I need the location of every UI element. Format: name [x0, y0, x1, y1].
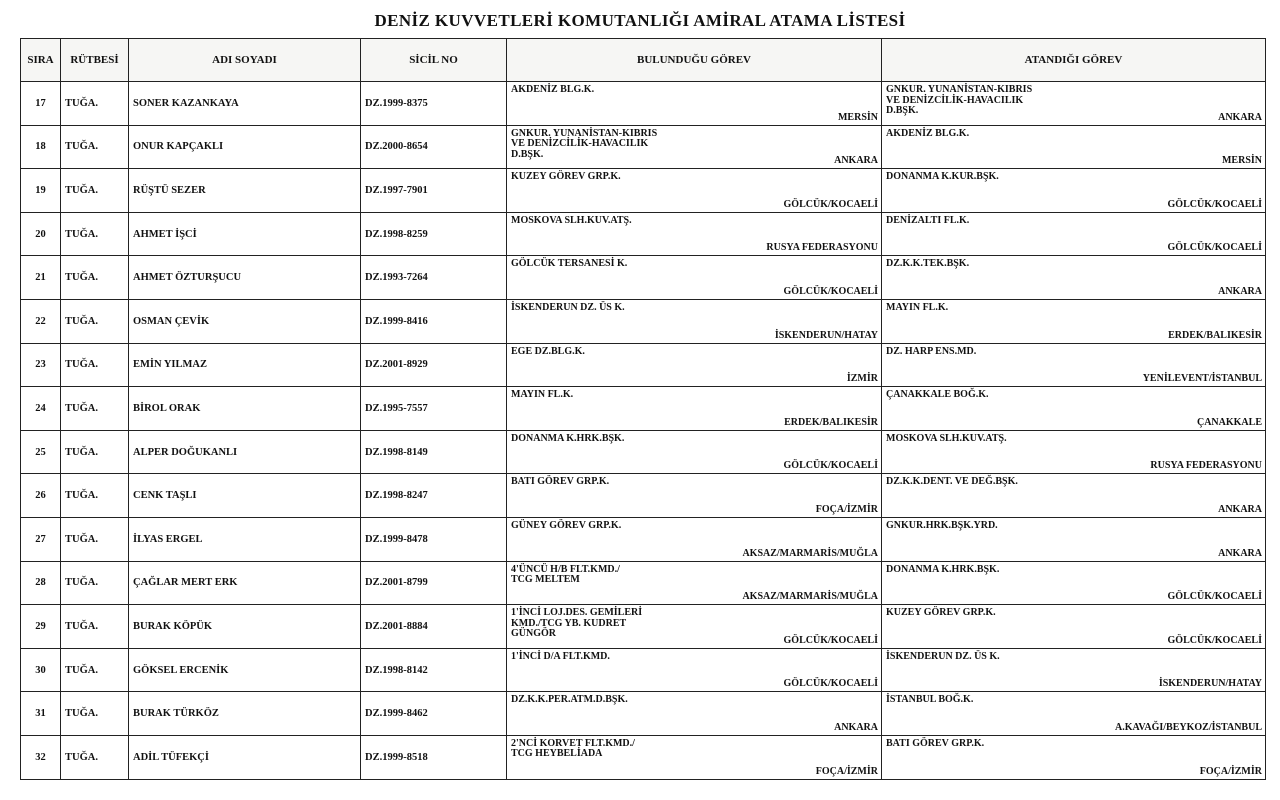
cell-adi-soyadi: BİROL ORAK [129, 387, 361, 431]
header-adi-soyadi: ADI SOYADI [129, 39, 361, 82]
table-row [21, 692, 1266, 736]
bulundugu-gorev-name: 1'İNCİ LOJ.DES. GEMİLERİ KMD./TCG YB. KUDRET GÜNGÖR [511, 607, 643, 640]
atandigi-gorev-location: GÖLCÜK/KOCAELİ [1167, 591, 1262, 603]
bulundugu-gorev-name: 4'ÜNCÜ H/B FLT.KMD./ TCG MELTEM [511, 563, 620, 586]
cell-atandigi-gorev [882, 299, 1266, 343]
bulundugu-gorev-name: AKDENİZ BLG.K. [511, 84, 595, 95]
table-row [21, 735, 1266, 779]
atandigi-gorev-location: A.KAVAĞI/BEYKOZ/İSTANBUL [1115, 721, 1262, 733]
cell-atandigi-gorev [882, 212, 1266, 256]
bulundugu-gorev-location: RUSYA FEDERASYONU [766, 242, 878, 254]
cell-rutbe: TUĞA. [61, 82, 129, 126]
table-row [21, 387, 1266, 431]
table-row [21, 430, 1266, 474]
cell-sira: 17 [21, 82, 61, 126]
cell-bulundugu-gorev [507, 692, 882, 736]
cell-rutbe: TUĞA. [61, 212, 129, 256]
cell-sira: 25 [21, 430, 61, 474]
bulundugu-gorev-name: MOSKOVA SLH.KUV.ATŞ. [511, 214, 632, 226]
cell-sira: 19 [21, 169, 61, 213]
document-title: DENİZ KUVVETLERİ KOMUTANLIĞI AMİRAL ATAMA LİSTESİ [374, 11, 906, 30]
cell-sira: 26 [21, 474, 61, 518]
atandigi-gorev-location: İSKENDERUN/HATAY [1158, 678, 1262, 690]
cell-sira: 23 [21, 343, 61, 387]
cell-bulundugu-gorev [507, 387, 882, 431]
cell-adi-soyadi: ÇAĞLAR MERT ERK [129, 561, 361, 605]
atandigi-gorev-name: İSTANBUL BOĞ.K. [886, 694, 974, 706]
cell-rutbe: TUĞA. [61, 517, 129, 561]
cell-sicil-no: DZ.1999-8518 [361, 735, 507, 779]
atandigi-gorev-name: ÇANAKKALE BOĞ.K. [886, 389, 989, 401]
cell-sicil-no: DZ.1998-8142 [361, 648, 507, 692]
cell-bulundugu-gorev [507, 517, 882, 561]
cell-bulundugu-gorev [507, 735, 882, 779]
cell-rutbe: TUĞA. [61, 125, 129, 169]
bulundugu-gorev-name: EGE DZ.BLG.K. [511, 345, 585, 357]
cell-atandigi-gorev [882, 561, 1266, 605]
cell-sicil-no: DZ.2001-8799 [361, 561, 507, 605]
table-row [21, 605, 1266, 649]
cell-adi-soyadi: SONER KAZANKAYA [129, 82, 361, 126]
bulundugu-gorev-name: DONANMA K.HRK.BŞK. [511, 432, 625, 444]
bulundugu-gorev-name: GÜNEY GÖREV GRP.K. [511, 519, 622, 531]
atandigi-gorev-name: DONANMA K.HRK.BŞK. [886, 563, 1000, 575]
bulundugu-gorev-name: 1'İNCİ D/A FLT.KMD. [511, 650, 610, 662]
bulundugu-gorev-location: FOÇA/İZMİR [815, 765, 878, 777]
cell-atandigi-gorev [882, 82, 1266, 126]
cell-rutbe: TUĞA. [61, 343, 129, 387]
cell-adi-soyadi: BURAK TÜRKÖZ [129, 692, 361, 736]
cell-adi-soyadi: AHMET ÖZTURŞUCU [129, 256, 361, 300]
table-row [21, 125, 1266, 169]
atandigi-gorev-location: ANKARA [1218, 547, 1262, 559]
cell-atandigi-gorev [882, 692, 1266, 736]
cell-sira: 21 [21, 256, 61, 300]
cell-bulundugu-gorev [507, 169, 882, 213]
cell-adi-soyadi: ALPER DOĞUKANLI [129, 430, 361, 474]
cell-sicil-no: DZ.1999-8416 [361, 299, 507, 343]
cell-rutbe: TUĞA. [61, 299, 129, 343]
bulundugu-gorev-name: BATI GÖREV GRP.K. [511, 476, 610, 488]
cell-sicil-no: DZ.1998-8247 [361, 474, 507, 518]
cell-bulundugu-gorev [507, 299, 882, 343]
atandigi-gorev-name: MOSKOVA SLH.KUV.ATŞ. [886, 432, 1007, 444]
atandigi-gorev-name: İSKENDERUN DZ. ÜS K. [886, 650, 1000, 662]
cell-rutbe: TUĞA. [61, 256, 129, 300]
cell-sira: 30 [21, 648, 61, 692]
cell-atandigi-gorev [882, 517, 1266, 561]
cell-sira: 18 [21, 125, 61, 169]
cell-sicil-no: DZ.1998-8149 [361, 430, 507, 474]
cell-bulundugu-gorev [507, 82, 882, 126]
table-row [21, 517, 1266, 561]
cell-adi-soyadi: AHMET İŞCİ [129, 212, 361, 256]
cell-sicil-no: DZ.2001-8929 [361, 343, 507, 387]
atandigi-gorev-name: DZ.K.K.TEK.BŞK. [886, 258, 970, 270]
bulundugu-gorev-location: GÖLCÜK/KOCAELİ [783, 460, 878, 472]
atandigi-gorev-name: DZ.K.K.DENT. VE DEĞ.BŞK. [886, 476, 1018, 488]
bulundugu-gorev-name: İSKENDERUN DZ. ÜS K. [511, 301, 625, 313]
atandigi-gorev-location: GÖLCÜK/KOCAELİ [1167, 198, 1262, 210]
bulundugu-gorev-name: KUZEY GÖREV GRP.K. [511, 171, 621, 183]
atandigi-gorev-name: GNKUR.HRK.BŞK.YRD. [886, 519, 998, 531]
cell-adi-soyadi: GÖKSEL ERCENİK [129, 648, 361, 692]
cell-adi-soyadi: CENK TAŞLI [129, 474, 361, 518]
bulundugu-gorev-name: GÖLCÜK TERSANESİ K. [511, 258, 628, 270]
cell-atandigi-gorev [882, 343, 1266, 387]
table-row [21, 299, 1266, 343]
cell-sira: 32 [21, 735, 61, 779]
atandigi-gorev-location: GÖLCÜK/KOCAELİ [1167, 242, 1262, 254]
table-row [21, 343, 1266, 387]
assignment-table [20, 38, 1266, 780]
cell-bulundugu-gorev [507, 212, 882, 256]
cell-adi-soyadi: EMİN YILMAZ [129, 343, 361, 387]
cell-atandigi-gorev [882, 605, 1266, 649]
cell-adi-soyadi: RÜŞTÜ SEZER [129, 169, 361, 213]
bulundugu-gorev-location: GÖLCÜK/KOCAELİ [783, 634, 878, 646]
cell-bulundugu-gorev [507, 256, 882, 300]
cell-rutbe: TUĞA. [61, 430, 129, 474]
header-bulundugu-gorev: BULUNDUĞU GÖREV [507, 39, 882, 82]
bulundugu-gorev-location: FOÇA/İZMİR [815, 503, 878, 515]
cell-sira: 27 [21, 517, 61, 561]
bulundugu-gorev-name: GNKUR. YUNANİSTAN-KIBRIS VE DENİZCİLİK-HAVACILIK D.BŞK. [511, 127, 658, 160]
atandigi-gorev-location: MERSİN [1221, 155, 1262, 167]
cell-adi-soyadi: ONUR KAPÇAKLI [129, 125, 361, 169]
bulundugu-gorev-location: MERSİN [837, 111, 878, 123]
bulundugu-gorev-location: AKSAZ/MARMARİS/MUĞLA [742, 547, 878, 559]
bulundugu-gorev-location: GÖLCÜK/KOCAELİ [783, 198, 878, 210]
bulundugu-gorev-location: GÖLCÜK/KOCAELİ [783, 285, 878, 297]
cell-sicil-no: DZ.1999-8478 [361, 517, 507, 561]
atandigi-gorev-name: KUZEY GÖREV GRP.K. [886, 607, 996, 619]
cell-rutbe: TUĞA. [61, 735, 129, 779]
cell-atandigi-gorev [882, 169, 1266, 213]
cell-sira: 31 [21, 692, 61, 736]
cell-atandigi-gorev [882, 648, 1266, 692]
atandigi-gorev-location: ÇANAKKALE [1196, 416, 1262, 428]
table-row [21, 82, 1266, 126]
cell-atandigi-gorev [882, 735, 1266, 779]
bulundugu-gorev-location: ERDEK/BALIKESİR [784, 416, 878, 428]
cell-sicil-no: DZ.1993-7264 [361, 256, 507, 300]
atandigi-gorev-name: DENİZALTI FL.K. [886, 214, 970, 226]
atandigi-gorev-name: AKDENİZ BLG.K. [886, 127, 970, 139]
cell-rutbe: TUĞA. [61, 169, 129, 213]
atandigi-gorev-location: ERDEK/BALIKESİR [1168, 329, 1262, 341]
table-header-row [21, 39, 1266, 82]
cell-sicil-no: DZ.1998-8259 [361, 212, 507, 256]
header-atandigi-gorev: ATANDIĞI GÖREV [882, 39, 1266, 82]
cell-sira: 24 [21, 387, 61, 431]
cell-sira: 20 [21, 212, 61, 256]
table-row [21, 256, 1266, 300]
cell-atandigi-gorev [882, 256, 1266, 300]
atandigi-gorev-name: DONANMA K.KUR.BŞK. [886, 171, 999, 183]
bulundugu-gorev-location: İZMİR [846, 373, 878, 385]
atandigi-gorev-location: YENİLEVENT/İSTANBUL [1142, 373, 1262, 385]
cell-sira: 22 [21, 299, 61, 343]
cell-adi-soyadi: ADİL TÜFEKÇİ [129, 735, 361, 779]
atandigi-gorev-location: ANKARA [1218, 503, 1262, 515]
bulundugu-gorev-location: ANKARA [834, 155, 878, 167]
cell-bulundugu-gorev [507, 648, 882, 692]
bulundugu-gorev-location: İSKENDERUN/HATAY [774, 329, 878, 341]
atandigi-gorev-location: GÖLCÜK/KOCAELİ [1167, 634, 1262, 646]
cell-bulundugu-gorev [507, 430, 882, 474]
cell-rutbe: TUĞA. [61, 561, 129, 605]
cell-bulundugu-gorev [507, 125, 882, 169]
cell-sicil-no: DZ.1999-8462 [361, 692, 507, 736]
atandigi-gorev-location: FOÇA/İZMİR [1199, 765, 1262, 777]
atandigi-gorev-name: DZ. HARP ENS.MD. [886, 345, 977, 357]
cell-sicil-no: DZ.1999-8375 [361, 82, 507, 126]
cell-bulundugu-gorev [507, 474, 882, 518]
cell-sira: 28 [21, 561, 61, 605]
bulundugu-gorev-location: GÖLCÜK/KOCAELİ [783, 678, 878, 690]
table-row [21, 169, 1266, 213]
cell-sicil-no: DZ.2000-8654 [361, 125, 507, 169]
cell-bulundugu-gorev [507, 343, 882, 387]
bulundugu-gorev-name: DZ.K.K.PER.ATM.D.BŞK. [511, 694, 628, 706]
cell-rutbe: TUĞA. [61, 692, 129, 736]
table-row [21, 648, 1266, 692]
cell-sicil-no: DZ.1995-7557 [361, 387, 507, 431]
atandigi-gorev-location: RUSYA FEDERASYONU [1150, 460, 1262, 472]
bulundugu-gorev-location: AKSAZ/MARMARİS/MUĞLA [742, 591, 878, 603]
atandigi-gorev-name: GNKUR. YUNANİSTAN-KIBRIS VE DENİZCİLİK-HAVACILIK D.BŞK. [886, 84, 1033, 116]
atandigi-gorev-location: ANKARA [1218, 285, 1262, 297]
cell-atandigi-gorev [882, 125, 1266, 169]
header-sicil-no: SİCİL NO [361, 39, 507, 82]
cell-adi-soyadi: İLYAS ERGEL [129, 517, 361, 561]
header-rutbe: RÜTBESİ [61, 39, 129, 82]
bulundugu-gorev-name: MAYIN FL.K. [511, 389, 574, 401]
table-row [21, 212, 1266, 256]
header-sira: SIRA [21, 39, 61, 82]
cell-rutbe: TUĞA. [61, 387, 129, 431]
cell-adi-soyadi: OSMAN ÇEVİK [129, 299, 361, 343]
cell-sira: 29 [21, 605, 61, 649]
cell-atandigi-gorev [882, 387, 1266, 431]
cell-sicil-no: DZ.1997-7901 [361, 169, 507, 213]
cell-bulundugu-gorev [507, 605, 882, 649]
cell-bulundugu-gorev [507, 561, 882, 605]
table-row [21, 561, 1266, 605]
cell-rutbe: TUĞA. [61, 605, 129, 649]
table-row [21, 474, 1266, 518]
bulundugu-gorev-location: ANKARA [834, 721, 878, 733]
cell-rutbe: TUĞA. [61, 648, 129, 692]
cell-rutbe: TUĞA. [61, 474, 129, 518]
cell-atandigi-gorev [882, 430, 1266, 474]
atandigi-gorev-location: ANKARA [1218, 111, 1262, 123]
atandigi-gorev-name: MAYIN FL.K. [886, 301, 949, 313]
atandigi-gorev-name: BATI GÖREV GRP.K. [886, 737, 985, 749]
cell-adi-soyadi: BURAK KÖPÜK [129, 605, 361, 649]
bulundugu-gorev-name: 2'NCİ KORVET FLT.KMD./ TCG HEYBELİADA [511, 737, 635, 760]
cell-atandigi-gorev [882, 474, 1266, 518]
cell-sicil-no: DZ.2001-8884 [361, 605, 507, 649]
